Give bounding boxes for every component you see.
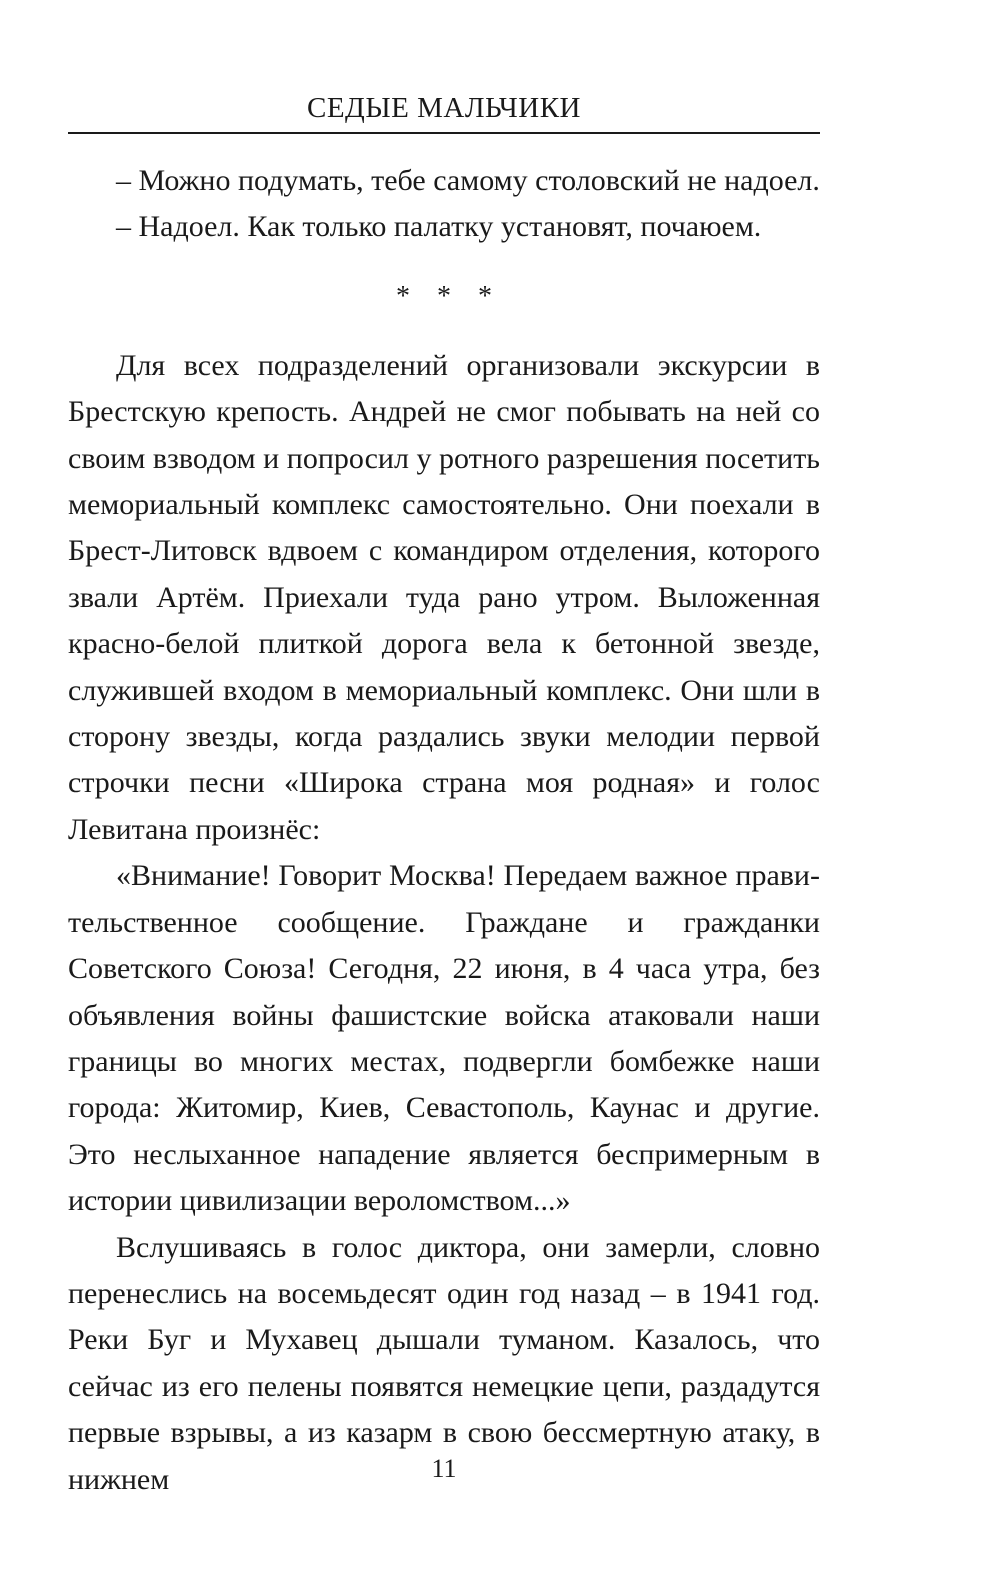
dialogue-line: – Можно подумать, тебе самому столовский не надоел.: [116, 164, 820, 197]
section-separator: * * *: [396, 280, 502, 312]
header-rule: [68, 132, 820, 134]
running-head-title: СЕДЫЕ МАЛЬЧИКИ: [307, 92, 581, 124]
dialogue-line: – Надоел. Как только палатку установят, почаюем.: [116, 210, 762, 244]
paragraph-quote: «Внимание! Говорит Москва! Передаем важное правительственное сообщение. Граждане и гражданки Советского Союза! Сегодня, 22 июня, в 4 часа утра, без объявления войны фашистские войска атаковали наши границы во многих местах, подвергли бомбежке наши города: Житомир, Киев, Севастополь, Каунас и другие. Это неслыханное нападение является беспримерным в истории цивилизации вероломством...»: [68, 859, 820, 1218]
paragraph: Для всех подразделений организовали экскурсии в Брестскую крепость. Андрей не смог побывать на ней со своим взводом и попросил у ротного разрешения посетить мемориальный комплекс самостоятельно. Они поехали в Брест-Литовск вдвоем с командиром отделения, которого звали Артём. Приехали туда рано утром. Выложенная красно-белой плиткой дорога вела к бетонной звезде, служившей входом в мемориальный комплекс. Они шли в сторону звезды, когда раздались звуки мелодии первой строчки песни «Широка страна моя родная» и голос Левитана произнёс:: [68, 348, 820, 846]
page-number: 11: [431, 1454, 457, 1483]
paragraph: Вслушиваясь в голос диктора, они замерли, словно перенеслись на восемьдесят один год назад – в 1941 год. Реки Буг и Мухавец дышали туманом. Казалось, что сейчас из его пелены появятся немецкие цепи, раздадутся первые взрывы, а из казарм в свою бессмертную атаку, в нижнем: [68, 1230, 820, 1496]
page-body: [68, 158, 820, 1503]
